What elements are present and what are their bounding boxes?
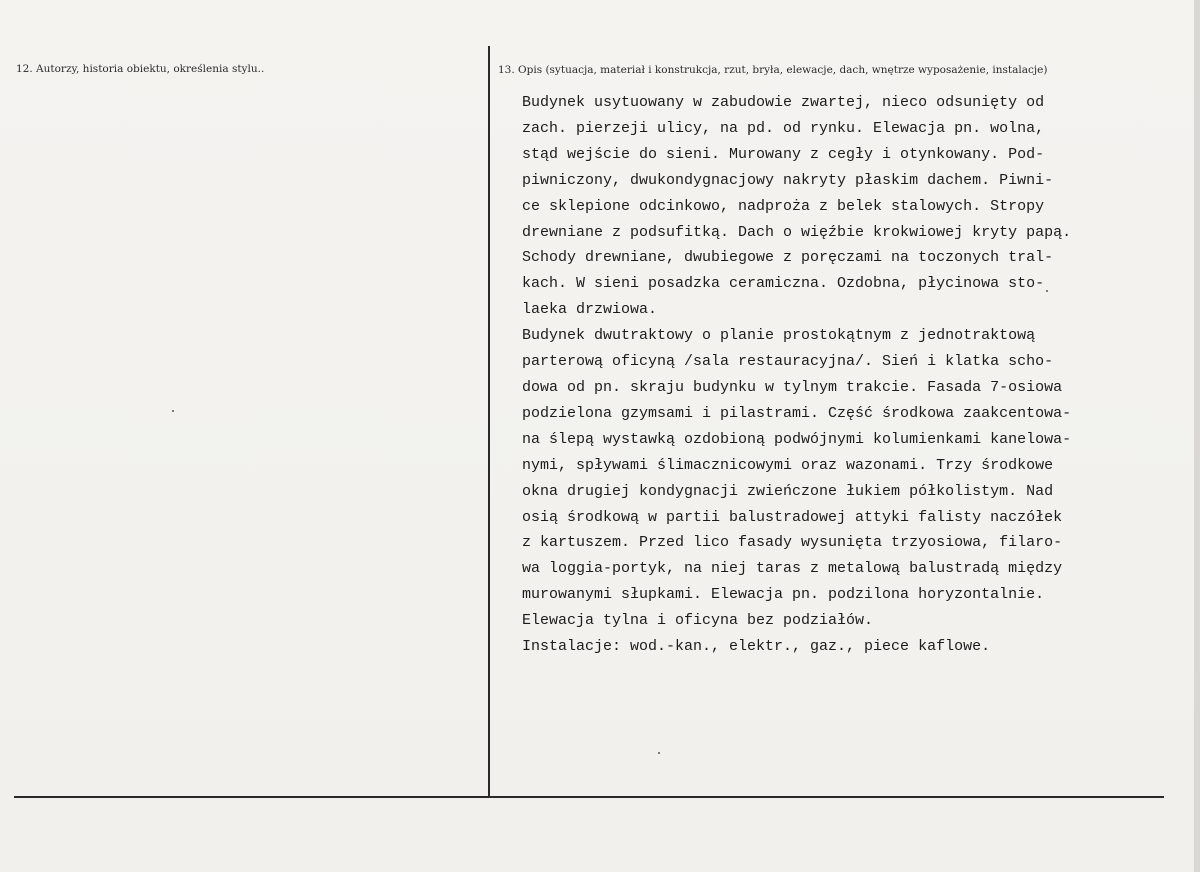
description-text [522,90,1182,660]
description-line: dowa od pn. skraju budynku w tylnym trakcie. Fasada 7-osiowa [522,378,1063,396]
description-line: stąd wejście do sieni. Murowany z cegły i otynkowany. Pod- [522,145,1045,163]
column-divider [488,46,490,796]
field-13-label: 13. Opis (sytuacja, materiał i konstrukcja, rzut, bryła, elewacje, dach, wnętrze wyposażenie, instalacje) [498,64,1048,76]
description-line: parterową oficyną /sala restauracyjna/. Sień i klatka scho- [522,353,1054,371]
description-line: nymi, spływami ślimacznicowymi oraz wazonami. Trzy środkowe [522,456,1054,474]
description-line: laeka drzwiowa. [522,301,658,319]
description-line: drewniane z podsufitką. Dach o więźbie krokwiowej kryty papą. [522,223,1072,241]
description-line: wa loggia-portyk, na niej taras z metalową balustradą między [522,560,1063,578]
description-line: osią środkową w partii balustradowej attyki falisty naczółek [522,508,1063,526]
description-line: murowanymi słupkami. Elewacja pn. podzilona horyzontalnie. [522,586,1045,604]
description-line: zach. pierzeji ulicy, na pd. od rynku. Elewacja pn. wolna, [522,119,1045,137]
description-line: Instalacje: wod.-kan., elektr., gaz., piece kaflowe. [522,638,991,656]
bottom-rule [14,796,1164,798]
card-edge [1194,0,1200,872]
description-line: piwniczony, dwukondygnacjowy nakryty płaskim dachem. Piwni- [522,171,1054,189]
paper-speck [172,410,174,412]
description-line: Schody drewniane, dwubiegowe z poręczami na toczonych tral- [522,249,1054,267]
description-line: Elewacja tylna i oficyna bez podziałów. [522,612,874,630]
description-line: Budynek usytuowany w zabudowie zwartej, nieco odsunięty od [522,94,1045,111]
description-line: Budynek dwutraktowy o planie prostokątnym z jednotraktową [522,327,1036,345]
paper-speck [658,752,660,754]
field-12-label: 12. Autorzy, historia obiektu, określenia stylu.. [16,63,265,75]
description-line: okna drugiej kondygnacji zwieńczone łukiem półkolistym. Nad [522,482,1054,500]
description-line: ce sklepione odcinkowo, nadproża z belek stalowych. Stropy [522,197,1045,215]
description-line: na ślepą wystawką ozdobioną podwójnymi kolumienkami kanelowa- [522,430,1072,448]
description-line: podzielona gzymsami i pilastrami. Część środkowa zaakcentowa- [522,404,1072,422]
description-line: kach. W sieni posadzka ceramiczna. Ozdobna, płycinowa sto- [522,275,1045,293]
description-line: z kartuszem. Przed lico fasady wysunięta trzyosiowa, filaro- [522,534,1063,552]
paper-speck [1046,290,1048,292]
